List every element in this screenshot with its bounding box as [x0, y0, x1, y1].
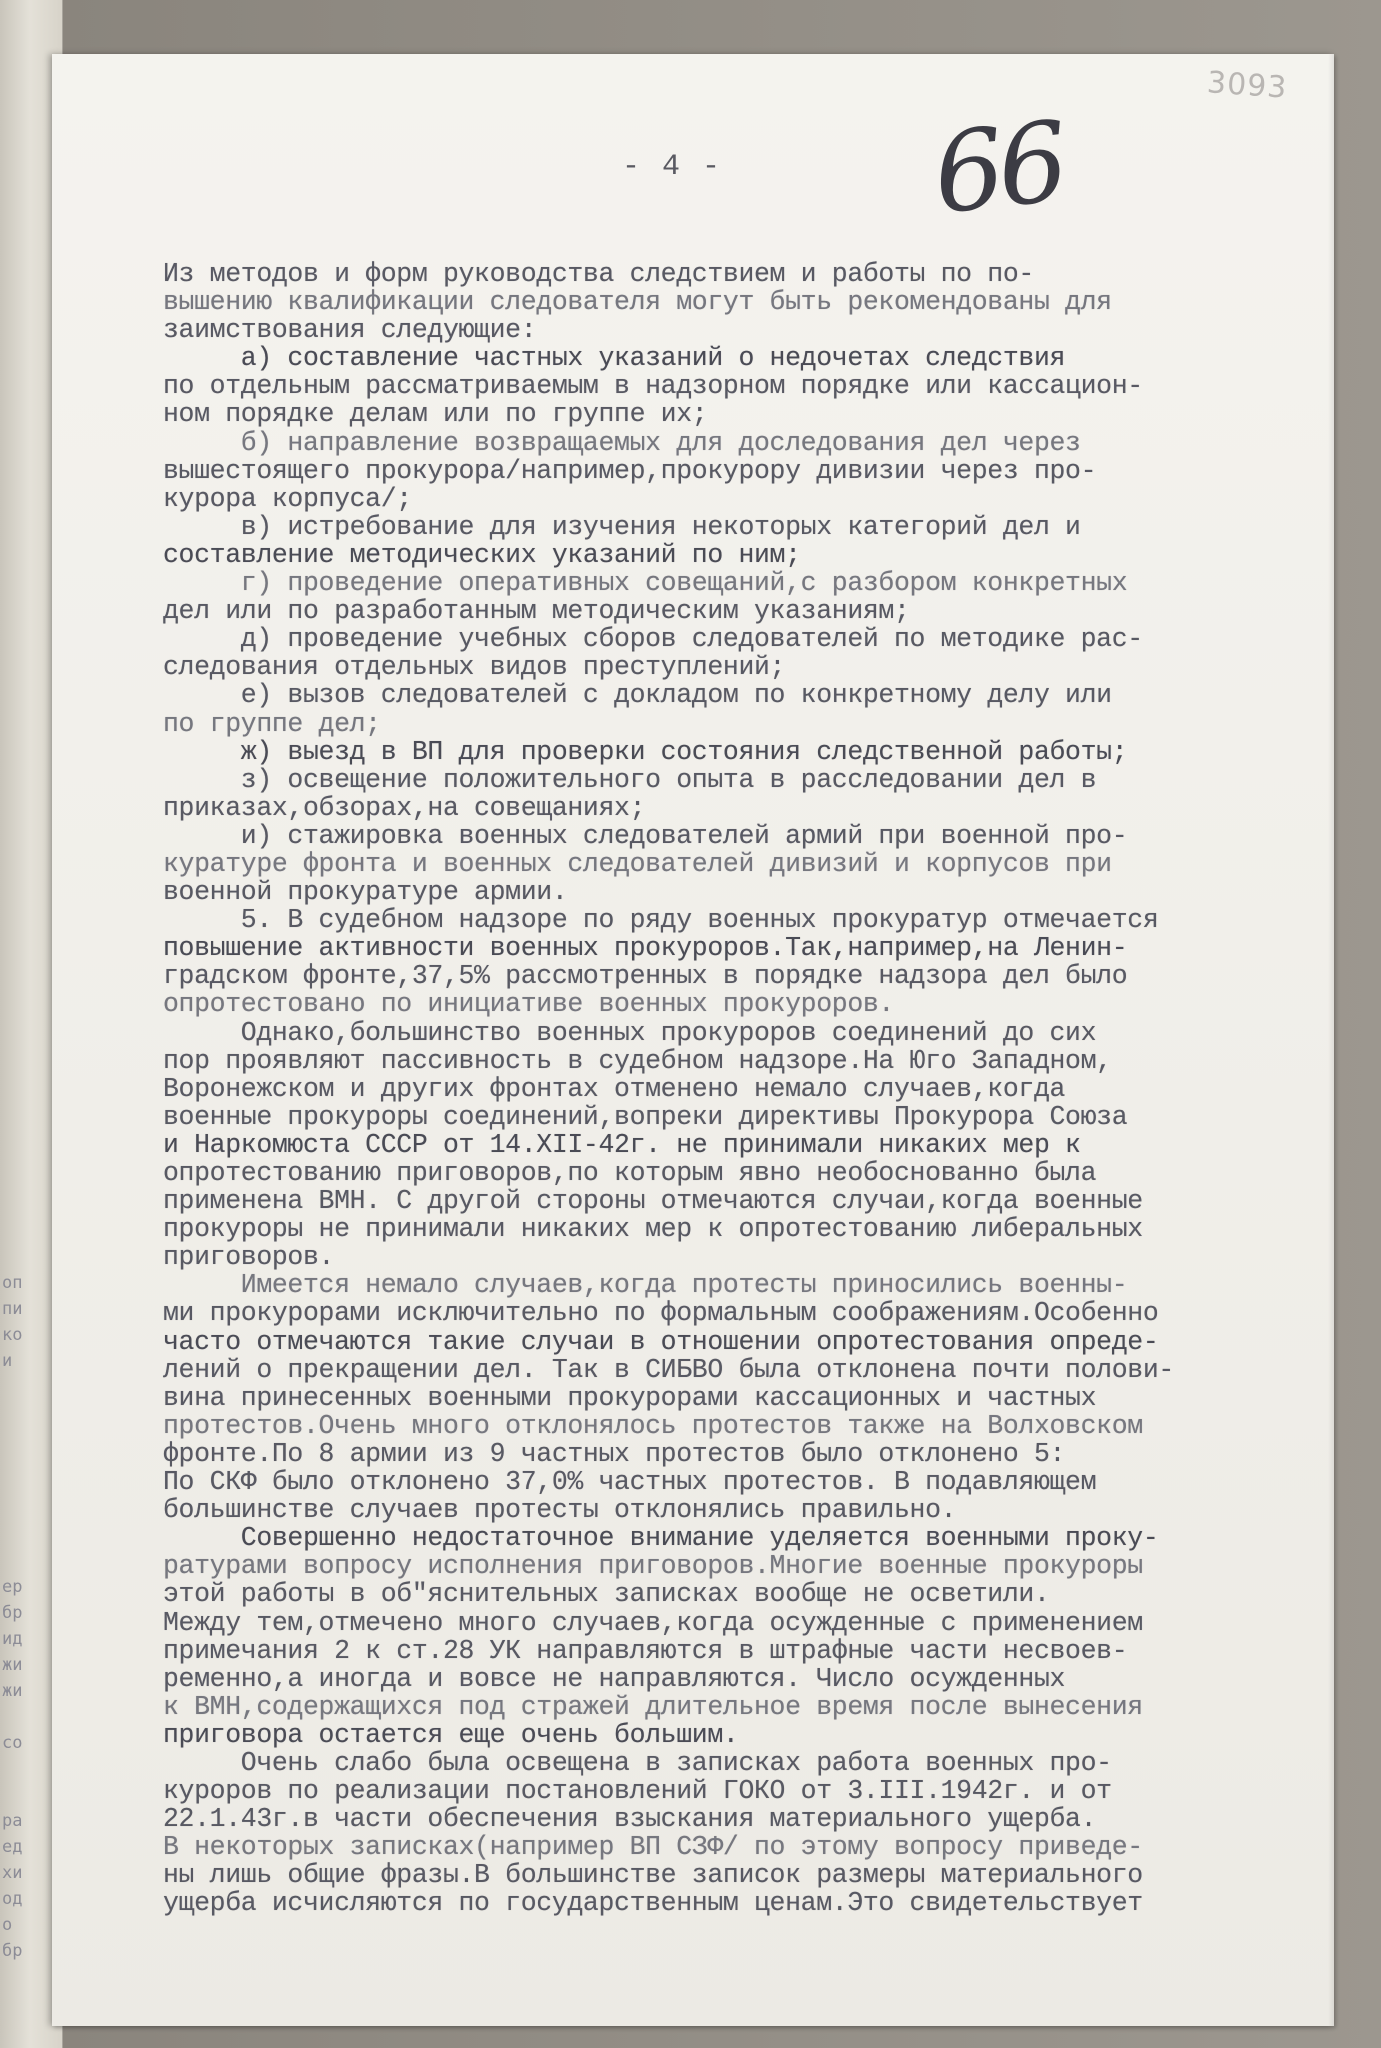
text-line: большинстве случаев протесты отклонялись правильно. — [163, 1495, 957, 1526]
text-line: Совершенно недостаточное внимание уделяется военными проку- — [163, 1523, 1159, 1554]
text-line: к ВМН,содержащихся под стражей длительное время после вынесения — [163, 1691, 1143, 1722]
page-number: - 4 - — [622, 150, 723, 184]
text-line: составление методических указаний по ним; — [163, 539, 801, 570]
text-line: В некоторых записках(например ВП СЗФ/ по этому вопросу приведе- — [163, 1832, 1143, 1863]
text-line: повышение активности военных прокуроров.Так,например,на Ленин- — [163, 933, 1128, 964]
under-page-fragment: пи — [2, 1299, 23, 1319]
text-line: Имеется немало случаев,когда протесты приносились военны- — [163, 1270, 1128, 1301]
text-line: ми прокурорами исключительно по формальным соображениям.Особенно — [163, 1298, 1159, 1329]
under-page-fragment: ид — [2, 1629, 23, 1649]
archive-folio-number: 3093 — [1205, 65, 1289, 106]
under-page-fragment: ер — [2, 1577, 23, 1597]
under-page-fragment: бр — [2, 1603, 23, 1623]
handwritten-page-number: 66 — [927, 97, 1069, 239]
under-page-fragment: ко — [2, 1325, 23, 1345]
text-line: вышению квалификации следователя могут быть рекомендованы для — [163, 287, 1112, 318]
under-page-fragment: ра — [2, 1811, 23, 1831]
under-page-fragment: со — [2, 1733, 23, 1753]
text-line: заимствования следующие: — [163, 315, 537, 346]
text-line: 5. В судебном надзоре по ряду военных прокуратур отмечается — [163, 905, 1159, 936]
text-line: прокуроры не принимали никаких мер к опротестованию либеральных — [163, 1214, 1143, 1245]
text-line: б) направление возвращаемых для доследования дел через — [163, 427, 1081, 458]
text-line: часто отмечаются такие случаи в отношении опротестования опреде- — [163, 1326, 1159, 1357]
text-line: Очень слабо была освещена в записках работа военных про- — [163, 1747, 1112, 1778]
under-page-fragment: о — [2, 1915, 13, 1935]
text-line: опротестовано по инициативе военных прокуроров. — [163, 989, 894, 1020]
under-page-fragment: оп — [2, 1273, 23, 1293]
text-line: в) истребование для изучения некоторых категорий дел и — [163, 511, 1081, 542]
text-line: по отдельным рассматриваемым в надзорном порядке или кассацион- — [163, 371, 1143, 402]
text-line: лений о прекращении дел. Так в СИБВО была отклонена почти полови- — [163, 1354, 1174, 1385]
under-page-fragment: жи — [2, 1655, 23, 1675]
text-line: опротестованию приговоров,по которым явно необоснованно была — [163, 1158, 1097, 1188]
text-line: Однако,большинство военных прокуроров соединений до сих — [163, 1017, 1097, 1048]
text-line: приказах,обзорах,на совещаниях; — [163, 792, 646, 823]
text-line: применена ВМН. С другой стороны отмечаются случаи,когда военные — [163, 1186, 1143, 1217]
text-line: Между тем,отмечено много случаев,когда осужденные с применением — [163, 1607, 1143, 1638]
text-line: военной прокуратуре армии. — [163, 877, 568, 908]
under-page-fragment: и — [2, 1351, 13, 1371]
under-page-fragment: ед — [2, 1837, 23, 1857]
text-line: По СКФ было отклонено 37,0% частных протестов. В подавляющем — [163, 1467, 1097, 1498]
text-line: вышестоящего прокурора/например,прокурору дивизии через про- — [163, 455, 1097, 486]
text-line: Воронежском и других фронтах отменено немало случаев,когда — [163, 1073, 1066, 1104]
text-line: ременно,а иногда и вовсе не направляются. Число осужденных — [163, 1663, 1066, 1694]
text-line: курора корпуса/; — [163, 483, 412, 514]
text-line: е) вызов следователей с докладом по конкретному делу или — [163, 680, 1112, 711]
text-line: приговоров. — [163, 1242, 335, 1273]
text-line: ны лишь общие фразы.В большинстве записок размеры материального — [163, 1860, 1143, 1891]
text-line: примечания 2 к ст.28 УК направляются в штрафные части несвоев- — [163, 1635, 1128, 1666]
text-line: куроров по реализации постановлений ГОКО от 3.III.1942г. и от — [163, 1776, 1112, 1807]
text-line: з) освещение положительного опыта в расследовании дел в — [163, 764, 1097, 795]
text-line: следования отдельных видов преступлений; — [163, 652, 786, 683]
text-line: д) проведение учебных сборов следователей по методике рас- — [163, 624, 1143, 655]
text-line: приговора остается еще очень большим. — [163, 1719, 739, 1750]
text-line: ущерба исчисляются по государственным ценам.Это свидетельствует — [163, 1888, 1143, 1919]
typewritten-body — [163, 260, 1338, 1918]
under-page-fragment: жи — [2, 1681, 23, 1701]
text-line: г) проведение оперативных совещаний,с разбором конкретных — [163, 568, 1128, 599]
text-line: фронте.По 8 армии из 9 частных протестов было отклонено 5: — [163, 1438, 1066, 1469]
text-line: дел или по разработанным методическим указаниям; — [163, 596, 910, 627]
under-page-fragment: хи — [2, 1863, 23, 1883]
text-line: этой работы в об"яснительных записках вообще не осветили. — [163, 1579, 1050, 1610]
text-line: куратуре фронта и военных следователей дивизий и корпусов при — [163, 848, 1112, 879]
text-line: 22.1.43г.в части обеспечения взыскания материального ущерба. — [163, 1804, 1097, 1835]
text-line: и) стажировка военных следователей армий при военной про- — [163, 820, 1128, 851]
document-sheet — [52, 54, 1334, 2026]
text-line: пор проявляют пассивность в судебном надзоре.На Юго Западном, — [163, 1045, 1112, 1076]
text-line: военные прокуроры соединений,вопреки директивы Прокурора Союза — [163, 1101, 1128, 1132]
under-page-fragment: бр — [2, 1941, 23, 1961]
text-line: по группе дел; — [163, 708, 381, 739]
text-line: ратурами вопросу исполнения приговоров.Многие военные прокуроры — [163, 1551, 1143, 1582]
text-line: ж) выезд в ВП для проверки состояния следственной работы; — [163, 736, 1128, 767]
text-line: и Наркомюста СССР от 14.ХII-42г. не принимали никаких мер к — [163, 1129, 1081, 1160]
text-line: ном порядке делам или по группе их; — [163, 399, 708, 430]
text-line: протестов.Очень много отклонялось протестов также на Волховском — [163, 1410, 1143, 1441]
text-line: градском фронте,37,5% рассмотренных в порядке надзора дел было — [163, 961, 1128, 992]
under-page-fragment: од — [2, 1889, 23, 1909]
text-line: вина принесенных военными прокурорами кассационных и частных — [163, 1382, 1097, 1413]
text-line: а) составление частных указаний о недочетах следствия — [163, 343, 1066, 374]
text-line: Из методов и форм руководства следствием и работы по по- — [163, 259, 1034, 289]
